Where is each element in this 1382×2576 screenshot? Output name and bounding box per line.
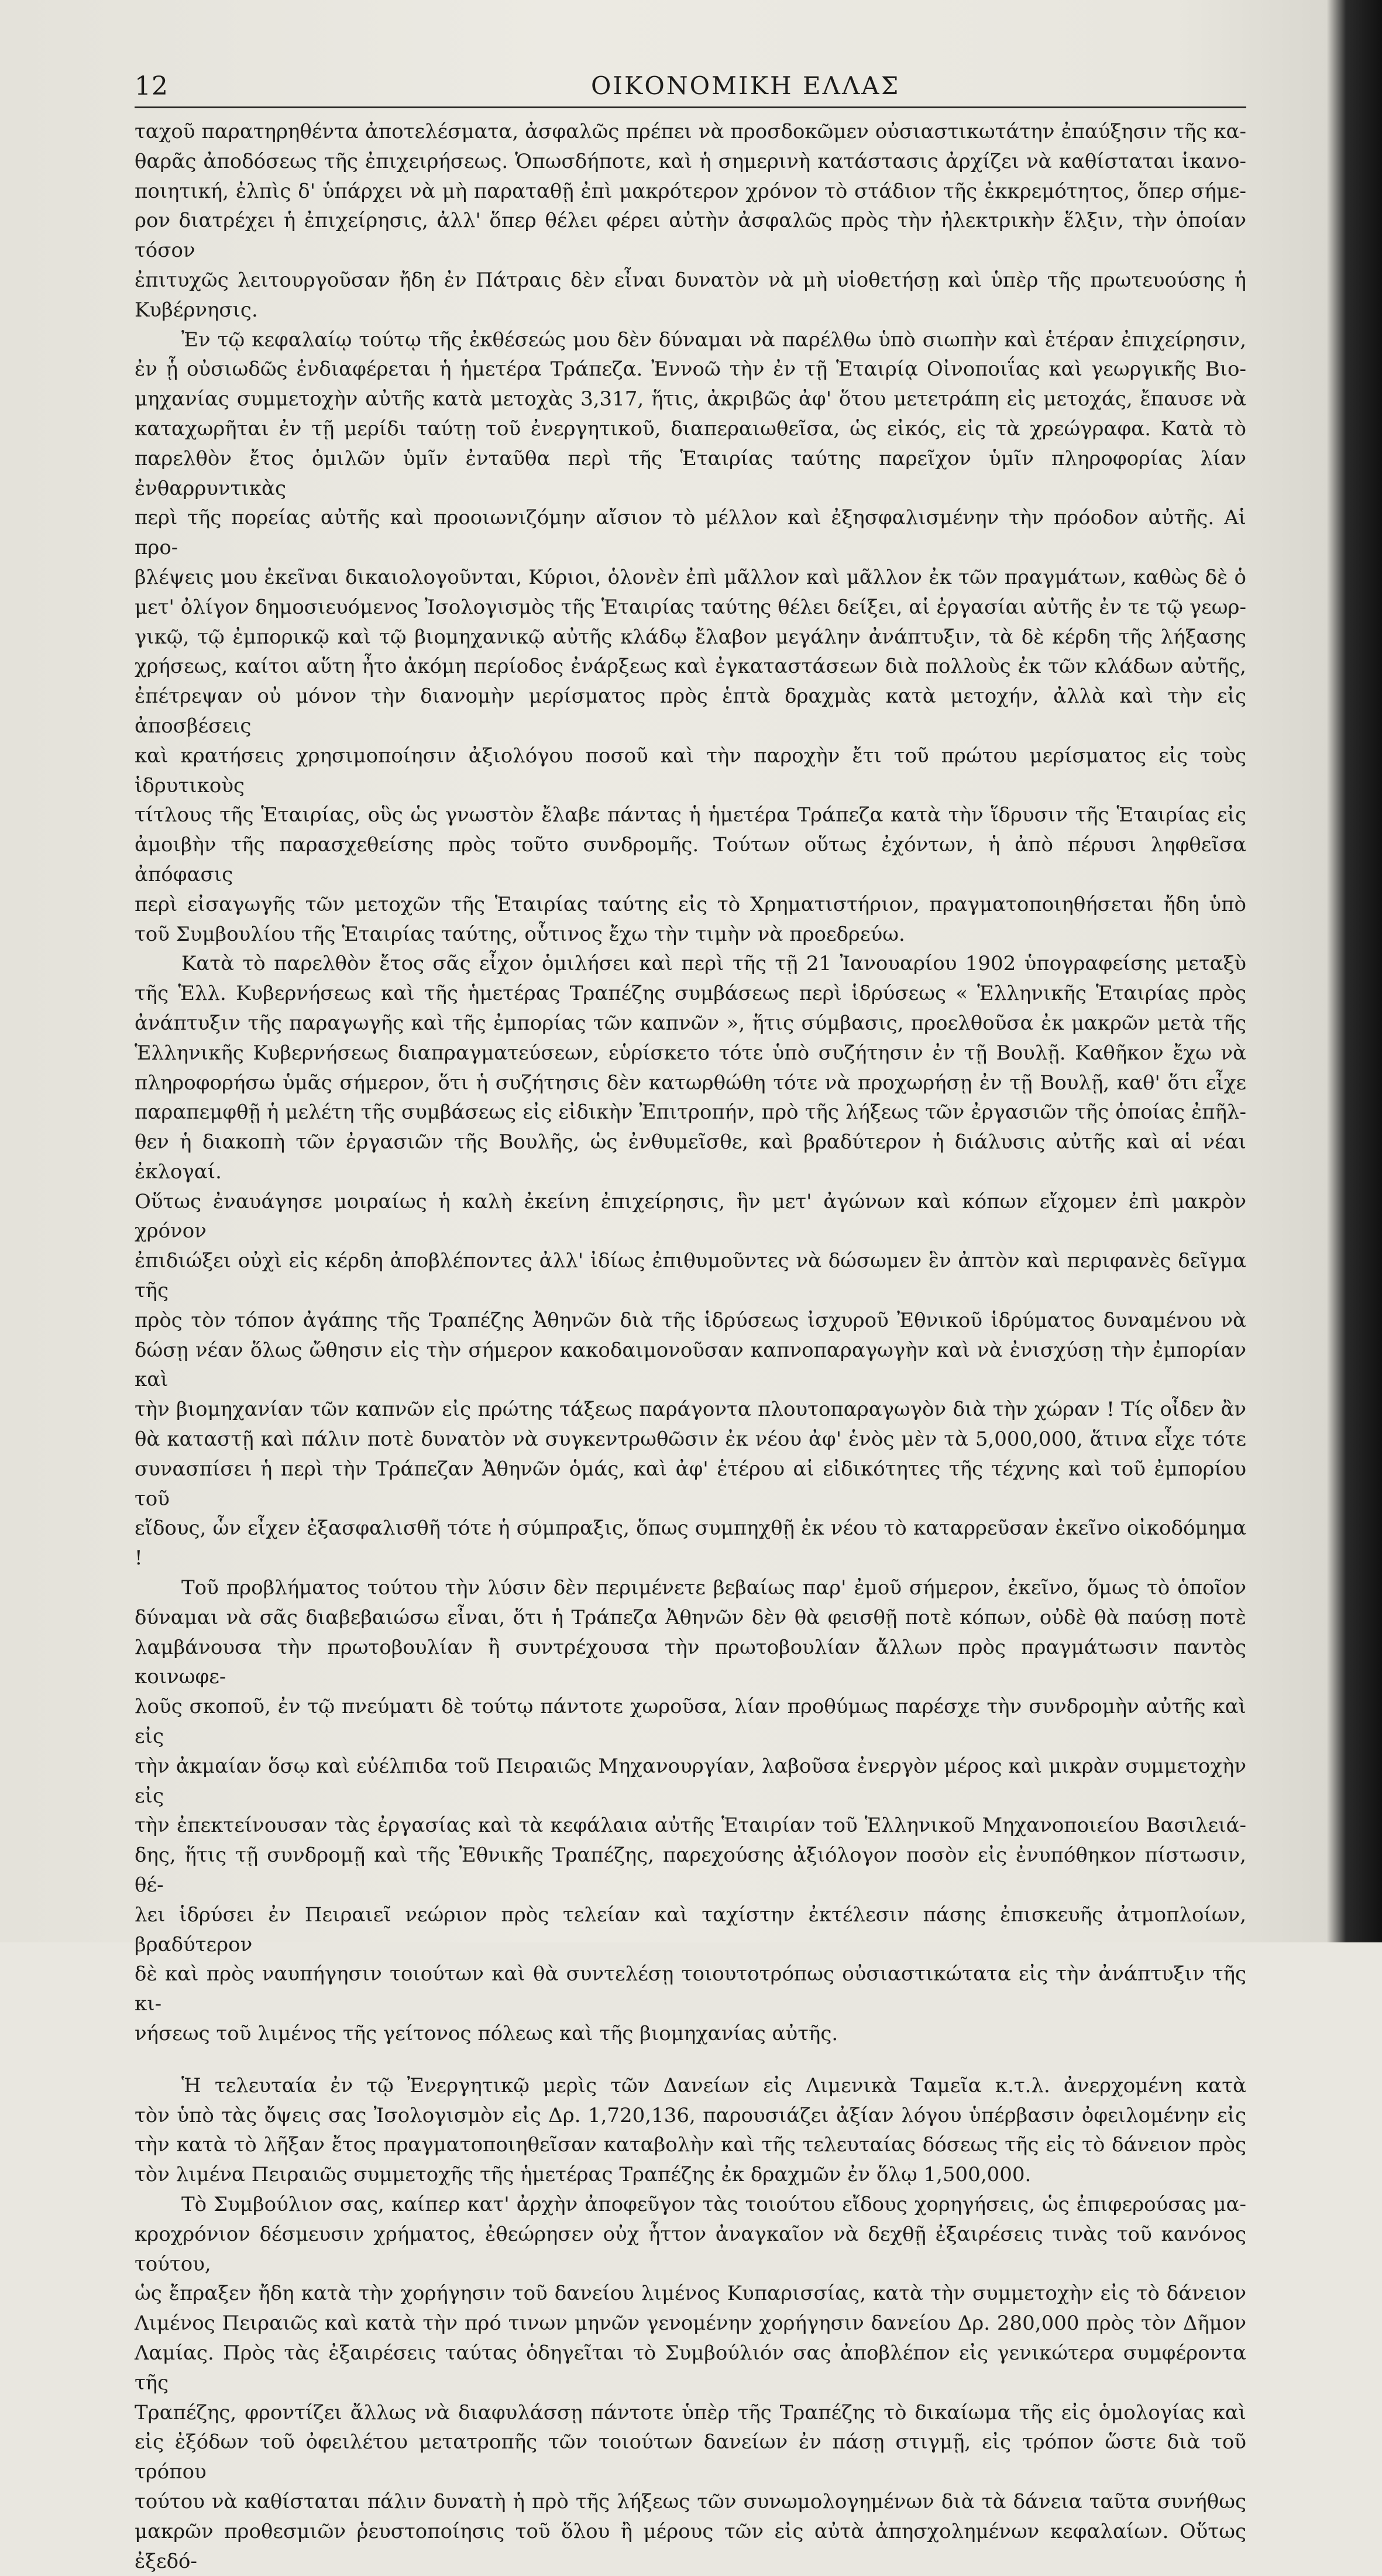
text-line: ἐπέτρεψαν οὐ μόνον τὴν διανομὴν μερίσματος πρὸς ἑπτὰ δραχμὰς κατὰ μετοχήν, ἀλλὰ καὶ τὴν εἰς ἀποσβέσεις <box>135 685 1246 738</box>
text-line: παρελθὸν ἔτος ὁμιλῶν ὑμῖν ἐνταῦθα περὶ τῆς Ἑταιρίας ταύτης παρεῖχον ὑμῖν πληροφορίας λίαν ἐνθαρρυντικὰς <box>135 446 1246 500</box>
text-line: λοῦς σκοποῦ, ἐν τῷ πνεύματι δὲ τούτῳ πάντοτε χωροῦσα, λίαν προθύμως παρέσχε τὴν συνδρομὴν αὐτῆς καὶ εἰς <box>135 1695 1246 1749</box>
text-line: καὶ κρατήσεις χρησιμοποίησιν ἀξιολόγου ποσοῦ καὶ τὴν παροχὴν ἔτι τοῦ πρώτου μερίσματος εἰς τοὺς ἱδρυτικοὺς <box>135 744 1246 797</box>
text-line: παραπεμφθῇ ἡ μελέτη τῆς συμβάσεως εἰς εἰδικὴν Ἐπιτροπήν, πρὸ τῆς λήξεως τῶν ἐργασιῶν τῆς ὁποίας ἐπῆλ- <box>135 1100 1246 1124</box>
text-line: ἐπιτυχῶς λειτουργοῦσαν ἤδη ἐν Πάτραις δὲν εἶναι δυνατὸν νὰ μὴ υἱοθετήσῃ καὶ ὑπὲρ τῆς πρωτευούσης ἡ <box>135 268 1246 292</box>
section-gap <box>135 2049 1246 2071</box>
text-line: Οὕτως ἐναυάγησε μοιραίως ἡ καλὴ ἐκείνη ἐπιχείρησις, ἣν μετ' ἀγώνων καὶ κόπων εἴχομεν ἐπὶ μακρὸν χρόνον <box>135 1189 1246 1243</box>
text-line: Κυβέρνησις. <box>135 298 258 322</box>
text-line: μετ' ὀλίγον δημοσιευόμενος Ἰσολογισμὸς τῆς Ἑταιρίας ταύτης θέλει δείξει, αἱ ἐργασίαι αὐτῆς ἐν τε τῷ γεωρ- <box>135 595 1246 619</box>
text-line: Λιμένος Πειραιῶς καὶ κατὰ τὴν πρό τινων μηνῶν γενομένην χορήγησιν δανείου Δρ. 280,000 πρὸς τὸν Δῆμον <box>135 2312 1246 2336</box>
text-line: εἰς ἐξόδων τοῦ ὀφειλέτου μετατροπῆς τῶν τοιούτων δανείων ἐν πάσῃ στιγμῇ, εἰς τρόπον ὥστε διὰ τοῦ τρόπου <box>135 2430 1246 2484</box>
paragraph <box>135 2071 1246 2190</box>
text-line: θὰ καταστῇ καὶ πάλιν ποτὲ δυνατὸν νὰ συγκεντρωθῶσιν ἐκ νέου ἀφ' ἑνὸς μὲν τὰ 5,000,000, ἅτινα εἶχε τότε <box>135 1428 1246 1452</box>
text-line: ἀνάπτυξιν τῆς παραγωγῆς καὶ τῆς ἐμπορίας τῶν καπνῶν », ἥτις σύμβασις, προελθοῦσα ἐκ μακρῶν μετὰ τῆς <box>135 1011 1246 1035</box>
text-line: Λαμίας. Πρὸς τὰς ἐξαιρέσεις ταύτας ὁδηγεῖται τὸ Συμβούλιόν σας ἀποβλέπον εἰς γενικώτερα συμφέροντα τῆς <box>135 2341 1246 2395</box>
text-line: θεν ἡ διακοπὴ τῶν ἐργασιῶν τῆς Βουλῆς, ὡς ἐνθυμεῖσθε, καὶ βραδύτερον ἡ διάλυσις αὐτῆς καὶ αἱ νέαι ἐκλογαί. <box>135 1130 1246 1184</box>
text-line: Τραπέζης, φροντίζει ἄλλως νὰ διαφυλάσσῃ πάντοτε ὑπὲρ τῆς Τραπέζης τὸ δικαίωμα τῆς εἰς ὁμολογίας καὶ <box>135 2400 1246 2424</box>
text-line: πληροφορήσω ὑμᾶς σήμερον, ὅτι ἡ συζήτησις δὲν κατωρθώθη τότε νὰ προχωρήσῃ ἐν τῇ Βουλῇ, καθ' ὅτι εἶχε <box>135 1071 1246 1095</box>
text-line: τούτου νὰ καθίσταται πάλιν δυνατὴ ἡ πρὸ τῆς λήξεως τῶν συνωμολογημένων διὰ τὰ δάνεια ταῦτα συνήθως <box>135 2489 1246 2513</box>
paragraph <box>135 117 1246 325</box>
text-line: ταχοῦ παρατηρηθέντα ἀποτελέσματα, ἀσφαλῶς πρέπει νὰ προσδοκῶμεν οὐσιαστικωτάτην ἐπαύξησιν τῆς κα- <box>135 120 1246 143</box>
text-line: ἐν ᾗ οὐσιωδῶς ἐνδιαφέρεται ἡ ἡμετέρα Τράπεζα. Ἐννοῶ τὴν ἐν τῇ Ἑταιρίᾳ Οἰνοποιΐας καὶ γεωργικῆς Βιο- <box>135 357 1246 381</box>
text-line: Τὸ Συμβούλιον σας, καίπερ κατ' ἀρχὴν ἀποφεῦγον τὰς τοιούτου εἴδους χορηγήσεις, ὡς ἐπιφερούσας μα- <box>181 2192 1246 2216</box>
text-line: καταχωρῆται ἐν τῇ μερίδι ταύτῃ τοῦ ἐνεργητικοῦ, διαπεραιωθεῖσα, ὡς εἰκός, εἰς τὰ χρεώγραφα. Κατὰ τὸ <box>135 417 1246 441</box>
text-line: μηχανίας συμμετοχὴν αὐτῆς κατὰ μετοχὰς 3,317, ἥτις, ἀκριβῶς ἀφ' ὅτου μετετράπη εἰς μετοχάς, ἔπαυσε νὰ <box>135 387 1246 411</box>
text-line: ἀμοιβὴν τῆς παρασχεθείσης πρὸς τοῦτο συνδρομῆς. Τούτων οὕτως ἐχόντων, ἡ ἀπὸ πέρυσι ληφθεῖσα ἀπόφασις <box>135 833 1246 886</box>
text-line: εἴδους, ὧν εἶχεν ἐξασφαλισθῆ τότε ἡ σύμπραξις, ὅπως συμπηχθῇ ἐκ νέου τὸ καταρρεῦσαν ἐκεῖνο οἰκοδόμημα ! <box>135 1516 1246 1570</box>
text-line: τὴν ἐπεκτείνουσαν τὰς ἐργασίας καὶ τὰ κεφάλαια αὐτῆς Ἑταιρίαν τοῦ Ἑλληνικοῦ Μηχανοποιείου Βασιλειά- <box>135 1814 1246 1838</box>
paragraph <box>135 2190 1246 2576</box>
text-line: γικῷ, τῷ ἐμπορικῷ καὶ τῷ βιομηχανικῷ αὐτῆς κλάδῳ ἔλαβον μεγάλην ἀνάπτυξιν, τὰ δὲ κέρδη τῆς λήξασης <box>135 625 1246 649</box>
paragraph <box>135 949 1246 1573</box>
text-line: Κατὰ τὸ παρελθὸν ἔτος σᾶς εἶχον ὁμιλήσει καὶ περὶ τῆς τῇ 21 Ἰανουαρίου 1902 ὑπογραφείσης μεταξὺ <box>181 952 1246 976</box>
page-number: 12 <box>135 71 169 101</box>
text-line: νήσεως τοῦ λιμένος τῆς γείτονος πόλεως καὶ τῆς βιομηχανίας αὐτῆς. <box>135 2022 838 2045</box>
text-line: ὡς ἔπραξεν ἤδη κατὰ τὴν χορήγησιν τοῦ δανείου λιμένος Κυπαρισσίας, κατὰ τὴν συμμετοχὴν εἰς τὸ δάνειον <box>135 2282 1246 2306</box>
text-line: Ἑλληνικῆς Κυβερνήσεως διαπραγματεύσεων, εὑρίσκετο τότε ὑπὸ συζήτησιν ἐν τῇ Βουλῇ. Καθῆκον ἔχω νὰ <box>135 1041 1246 1065</box>
text-line: τὴν κατὰ τὸ λῆξαν ἔτος πραγματοποιηθεῖσαν καταβολὴν καὶ τῆς τελευταίας δόσεως τῆς εἰς τὸ δάνειον πρὸς <box>135 2133 1246 2157</box>
text-line: βλέψεις μου ἐκεῖναι δικαιολογοῦνται, Κύριοι, ὁλονὲν ἐπὶ μᾶλλον καὶ μᾶλλον ἐκ τῶν πραγμάτων, καθὼς δὲ ὁ <box>135 565 1246 589</box>
body-text <box>135 117 1246 2576</box>
text-line: περὶ εἰσαγωγῆς τῶν μετοχῶν τῆς Ἑταιρίας ταύτης εἰς τὸ Χρηματιστήριον, πραγματοποιηθήσεται ἤδη ὑπὸ <box>135 892 1246 916</box>
text-line: τὴν ἀκμαίαν ὅσῳ καὶ εὐέλπιδα τοῦ Πειραιῶς Μηχανουργίαν, λαβοῦσα ἐνεργὸν μέρος καὶ μικρὰν συμμετοχὴν εἰς <box>135 1754 1246 1808</box>
header-rule <box>135 106 1246 108</box>
text-line: ρον διατρέχει ἡ ἐπιχείρησις, ἀλλ' ὅπερ θέλει φέρει αὐτὴν ἀσφαλῶς πρὸς τὴν ἠλεκτρικὴν ἕλξιν, τὴν ὁποίαν τόσον <box>135 209 1246 263</box>
text-line: περὶ τῆς πορείας αὐτῆς καὶ προοιωνιζόμην αἴσιον τὸ μέλλον καὶ ἐξησφαλισμένην τὴν πρόοδον αὐτῆς. Αἱ προ- <box>135 506 1246 560</box>
text-line: τὸν λιμένα Πειραιῶς συμμετοχῆς τῆς ἡμετέρας Τραπέζης ἐκ δραχμῶν ἐν ὅλῳ 1,500,000. <box>135 2163 1032 2187</box>
text-line: ποιητική, ἐλπὶς δ' ὑπάρχει νὰ μὴ παραταθῇ ἐπὶ μακρότερον χρόνον τὸ στάδιον τῆς ἐκκρεμότητος, ὅπερ σήμε- <box>135 179 1246 203</box>
text-line: κροχρόνιον δέσμευσιν χρήματος, ἐθεώρησεν οὐχ ἧττον ἀναγκαῖον νὰ δεχθῇ ἐξαιρέσεις τινὰς τοῦ κανόνος τούτου, <box>135 2222 1246 2276</box>
text-line: τὴν βιομηχανίαν τῶν καπνῶν εἰς πρώτης τάξεως παράγοντα πλουτοπαραγωγὸν διὰ τὴν χώραν ! Τίς οἶδεν ἂν <box>135 1398 1246 1422</box>
paragraph <box>135 325 1246 950</box>
text-line: λαμβάνουσα τὴν πρωτοβουλίαν ἢ συντρέχουσα τὴν πρωτοβουλίαν ἄλλων πρὸς πραγμάτωσιν παντὸς κοινωφε- <box>135 1635 1246 1689</box>
text-line: θαρᾶς ἀποδόσεως τῆς ἐπιχειρήσεως. Ὁπωσδήποτε, καὶ ἡ σημερινὴ κατάστασις ἀρχίζει νὰ καθίσταται ἱκανο- <box>135 149 1246 173</box>
text-line: χρήσεως, καίτοι αὕτη ἦτο ἀκόμη περίοδος ἐνάρξεως καὶ ἐγκαταστάσεων διὰ πολλοὺς ἐκ τῶν κλάδων αὐτῆς, <box>135 655 1246 679</box>
text-line: τῆς Ἑλλ. Κυβερνήσεως καὶ τῆς ἡμετέρας Τραπέζης συμβάσεως περὶ ἱδρύσεως « Ἑλληνικῆς Ἑταιρίας πρὸς <box>135 982 1246 1006</box>
text-line: Τοῦ προβλήματος τούτου τὴν λύσιν δὲν περιμένετε βεβαίως παρ' ἐμοῦ σήμερον, ἐκεῖνο, ὅμως τὸ ὁποῖον <box>181 1576 1246 1600</box>
text-line: πρὸς τὸν τόπον ἀγάπης τῆς Τραπέζης Ἀθηνῶν διὰ τῆς ἱδρύσεως ἰσχυροῦ Ἐθνικοῦ ἱδρύματος δυναμένου νὰ <box>135 1308 1246 1332</box>
text-line: Ἡ τελευταία ἐν τῷ Ἐνεργητικῷ μερὶς τῶν Δανείων εἰς Λιμενικὰ Ταμεῖα κ.τ.λ. ἀνερχομένη κατὰ <box>181 2073 1246 2097</box>
text-line: δώσῃ νέαν ὅλως ὤθησιν εἰς τὴν σήμερον κακοδαιμονοῦσαν καπνοπαραγωγὴν καὶ νὰ ἐνισχύσῃ τὴν ἐμπορίαν καὶ <box>135 1338 1246 1392</box>
text-line: μακρῶν προθεσμιῶν ῥευστοποίησις τοῦ ὅλου ἢ μέρους τῶν εἰς αὐτὰ ἀπησχολημένων κεφαλαίων. Οὕτως ἐξεδό- <box>135 2519 1246 2573</box>
page-header <box>135 69 1246 110</box>
text-line: τὸν ὑπὸ τὰς ὄψεις σας Ἰσολογισμὸν εἰς Δρ. 1,720,136, παρουσιάζει ἀξίαν λόγου ὑπέρβασιν ὀφειλομένην εἰς <box>135 2103 1246 2127</box>
text-line: τίτλους τῆς Ἑταιρίας, οὓς ὡς γνωστὸν ἔλαβε πάντας ἡ ἡμετέρα Τράπεζα κατὰ τὴν ἵδρυσιν τῆς Ἑταιρίας εἰς <box>135 803 1246 827</box>
text-line: τοῦ Συμβουλίου τῆς Ἑταιρίας ταύτης, οὗτινος ἔχω τὴν τιμὴν νὰ προεδρεύω. <box>135 922 905 946</box>
text-line: ἐπιδιώξει οὐχὶ εἰς κέρδη ἀποβλέποντες ἀλλ' ἰδίως ἐπιθυμοῦντες νὰ δώσωμεν ἓν ἀπτὸν καὶ περιφανὲς δεῖγμα τῆς <box>135 1249 1246 1303</box>
text-line: λει ἱδρύσει ἐν Πειραιεῖ νεώριον πρὸς τελείαν καὶ ταχίστην ἐκτέλεσιν πάσης ἐπισκευῆς ἀτμοπλοίων, βραδύτερον <box>135 1903 1246 1956</box>
text-line: δὲ καὶ πρὸς ναυπήγησιν τοιούτων καὶ θὰ συντελέσῃ τοιουτοτρόπως οὐσιαστικώτατα εἰς τὴν ἀνάπτυξιν τῆς κι- <box>135 1962 1246 2016</box>
text-line: δύναμαι νὰ σᾶς διαβεβαιώσω εἶναι, ὅτι ἡ Τράπεζα Ἀθηνῶν δὲν θὰ φεισθῇ ποτὲ κόπων, οὐδὲ θὰ παύσῃ ποτὲ <box>135 1605 1246 1629</box>
text-line: συνασπίσει ἡ περὶ τὴν Τράπεζαν Ἀθηνῶν ὁμάς, καὶ ἀφ' ἑτέρου αἱ εἰδικότητες τῆς τέχνης καὶ τοῦ ἐμπορίου τοῦ <box>135 1457 1246 1511</box>
text-line: δης, ἥτις τῇ συνδρομῇ καὶ τῆς Ἐθνικῆς Τραπέζης, παρεχούσης ἀξιόλογον ποσὸν εἰς ἐνυπόθηκον πίστωσιν, θέ- <box>135 1844 1246 1897</box>
text-line: Ἐν τῷ κεφαλαίῳ τούτῳ τῆς ἐκθέσεώς μου δὲν δύναμαι νὰ παρέλθω ὑπὸ σιωπὴν καὶ ἑτέραν ἐπιχείρησιν, <box>181 328 1246 352</box>
running-title: ΟΙΚΟΝΟΜΙΚΗ ΕΛΛΑΣ <box>591 71 900 100</box>
paragraph <box>135 1573 1246 2049</box>
